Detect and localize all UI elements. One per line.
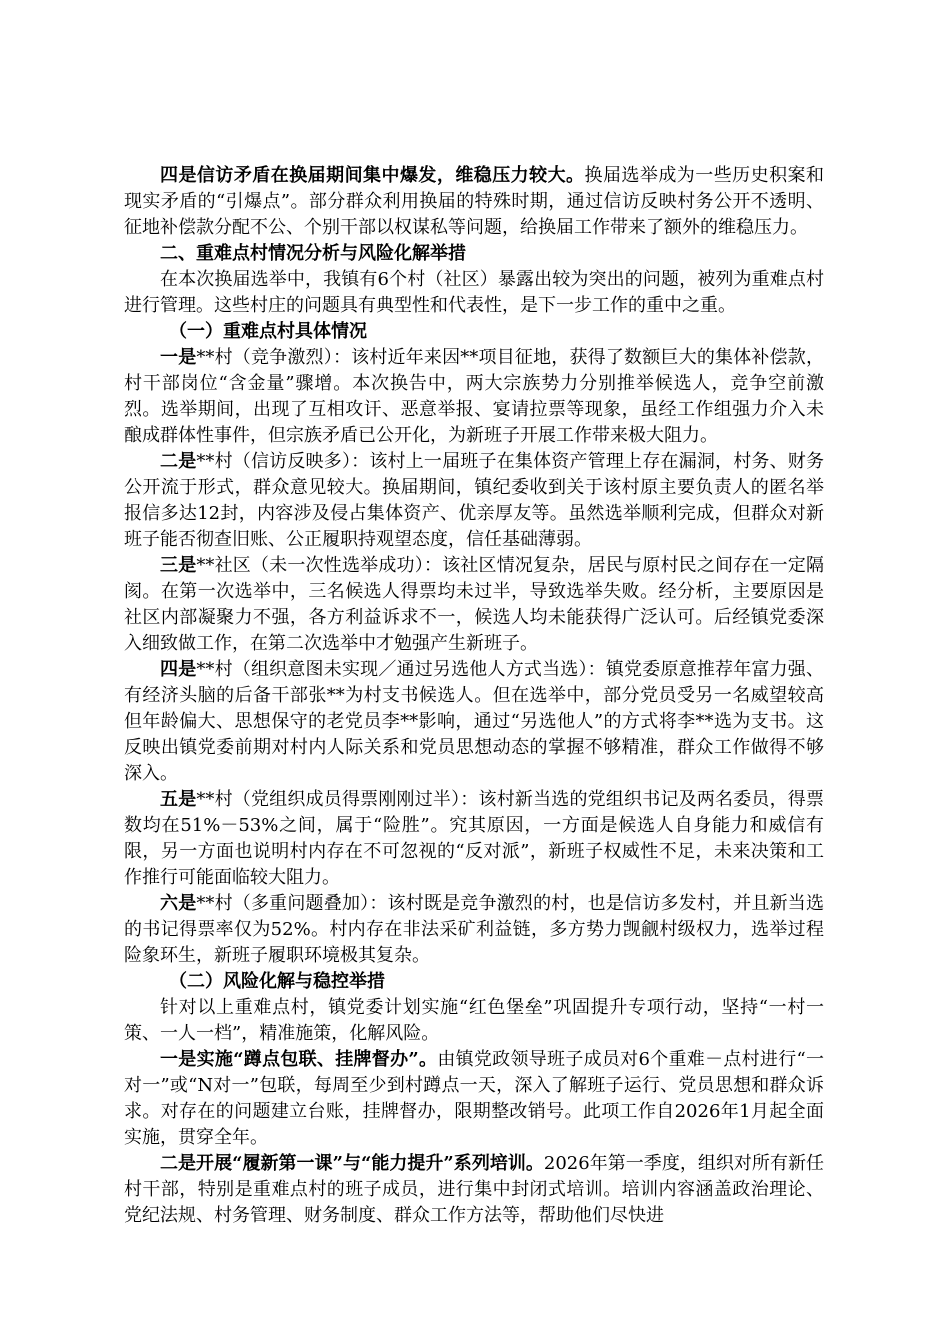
paragraph-lead: 一是 (160, 347, 197, 368)
paragraph-lead: 五是 (160, 789, 197, 810)
paragraph-village-4 (124, 657, 824, 787)
paragraph-text: 换届选举成为一些历史积案和现实矛盾的“引爆点”。部分群众利用换届的特殊时期，通过信访反映村务公开不透明、征地补偿款分配不公、个别干部以权谋私等问题，给换届工作带来了额外的维稳压力。 (124, 165, 825, 238)
paragraph-lead: 二是 (160, 451, 197, 472)
paragraph-intro (124, 267, 824, 319)
paragraph-lead: 六是 (160, 893, 197, 914)
subsection-heading-1: （一）重难点村具体情况 (169, 321, 367, 342)
paragraph-text: **村（党组织成员得票刚刚过半）：该村新当选的党组织书记及两名委员，得票数均在51%－53%之间，属于“险胜”。究其原因，一方面是候选人自身能力和威信有限，另一方面也说明村内存在不可忽视的“反对派”，新班子权威性不足，未来决策和工作推行可能面临较大阻力。 (124, 789, 824, 888)
paragraph-measure-1 (124, 1047, 824, 1151)
paragraph-text: **社区（未一次性选举成功）：该社区情况复杂，居民与原村民之间存在一定隔阂。在第一次选举中，三名候选人得票均未过半，导致选举失败。经分析，主要原因是社区内部凝聚力不强，各方利益诉求不一，候选人均未能获得广泛认可。后经镇党委深入细致做工作，在第二次选举中才勉强产生新班子。 (124, 555, 824, 654)
paragraph-text: **村（组织意图未实现／通过另选他人方式当选）：镇党委原意推荐年富力强、有经济头脑的后备干部张**为村支书候选人。但在选举中，部分党员受另一名威望较高但年龄偏大、思想保守的老党员李**影响，通过“另选他人”的方式将李**选为支书。这反映出镇党委前期对村内人际关系和党员思想动态的掌握不够精准，群众工作做得不够深入。 (124, 659, 824, 784)
paragraph-text: 针对以上重难点村，镇党委计划实施“红色堡垒”巩固提升专项行动，坚持“一村一策、一人一档”，精准施策，化解风险。 (124, 997, 824, 1044)
subsection-heading-2: （二）风险化解与稳控举措 (169, 971, 385, 992)
paragraph-village-2 (124, 449, 824, 553)
paragraph-lead: 二是开展“履新第一课”与“能力提升”系列培训。 (160, 1153, 544, 1174)
paragraph-text: **村（竞争激烈）：该村近年来因**项目征地，获得了数额巨大的集体补偿款，村干部岗位“含金量”骤增。本次换告中，两大宗族势力分别推举候选人，竞争空前激烈。选举期间，出现了互相攻讦、恶意举报、宴请拉票等现象，虽经工作组强力介入未酿成群体性事件，但宗族矛盾已公开化，为新班子开展工作带来极大阻力。 (124, 347, 824, 446)
paragraph-text: 2026年第一季度，组织对所有新任村干部，特别是重难点村的班子成员，进行集中封闭式培训。培训内容涵盖政治理论、党纪法规、村务管理、财务制度、群众工作方法等，帮助他们尽快进 (124, 1153, 824, 1226)
paragraph-lead: 四是 (160, 659, 197, 680)
paragraph-lead: 一是实施“蹲点包联、挂牌督办”。 (160, 1049, 438, 1070)
document-page (124, 163, 824, 1229)
paragraph-village-5 (124, 787, 824, 891)
paragraph-village-6 (124, 891, 824, 969)
paragraph-measures-intro (124, 995, 824, 1047)
paragraph-lead: 四是信访矛盾在换届期间集中爆发，维稳压力较大。 (160, 165, 585, 186)
paragraph-lead: 三是 (160, 555, 197, 576)
paragraph-text: **村（多重问题叠加）：该村既是竞争激烈的村，也是信访多发村，并且新当选的书记得票率仅为52%。村内存在非法采矿利益链，多方势力觊觎村级权力，选举过程险象环生，新班子履职环境极其复杂。 (124, 893, 824, 966)
paragraph-measure-2 (124, 1151, 824, 1229)
paragraph-village-3 (124, 553, 824, 657)
paragraph-village-1 (124, 345, 824, 449)
paragraph-text: 由镇党政领导班子成员对6个重难－点村进行“一对一”或“N对一”包联，每周至少到村蹲点一天，深入了解班子运行、党员思想和群众诉求。对存在的问题建立台账，挂牌督办，限期整改销号。此项工作自2026年1月起全面实施，贯穿全年。 (124, 1049, 824, 1148)
paragraph-text: **村（信访反映多）：该村上一届班子在集体资产管理上存在漏洞，村务、财务公开流于形式，群众意见较大。换届期间，镇纪委收到关于该村原主要负责人的匿名举报信多达12封，内容涉及侵占集体资产、优亲厚友等。虽然选举顺利完成，但群众对新班子能否彻查旧账、公正履职持观望态度，信任基础薄弱。 (124, 451, 824, 550)
paragraph-4 (124, 163, 824, 241)
section-heading-2: 二、重难点村情况分析与风险化解举措 (160, 243, 466, 264)
paragraph-text: 在本次换届选举中，我镇有6个村（社区）暴露出较为突出的问题，被列为重难点村进行管理。这些村庄的问题具有典型性和代表性，是下一步工作的重中之重。 (124, 269, 824, 316)
